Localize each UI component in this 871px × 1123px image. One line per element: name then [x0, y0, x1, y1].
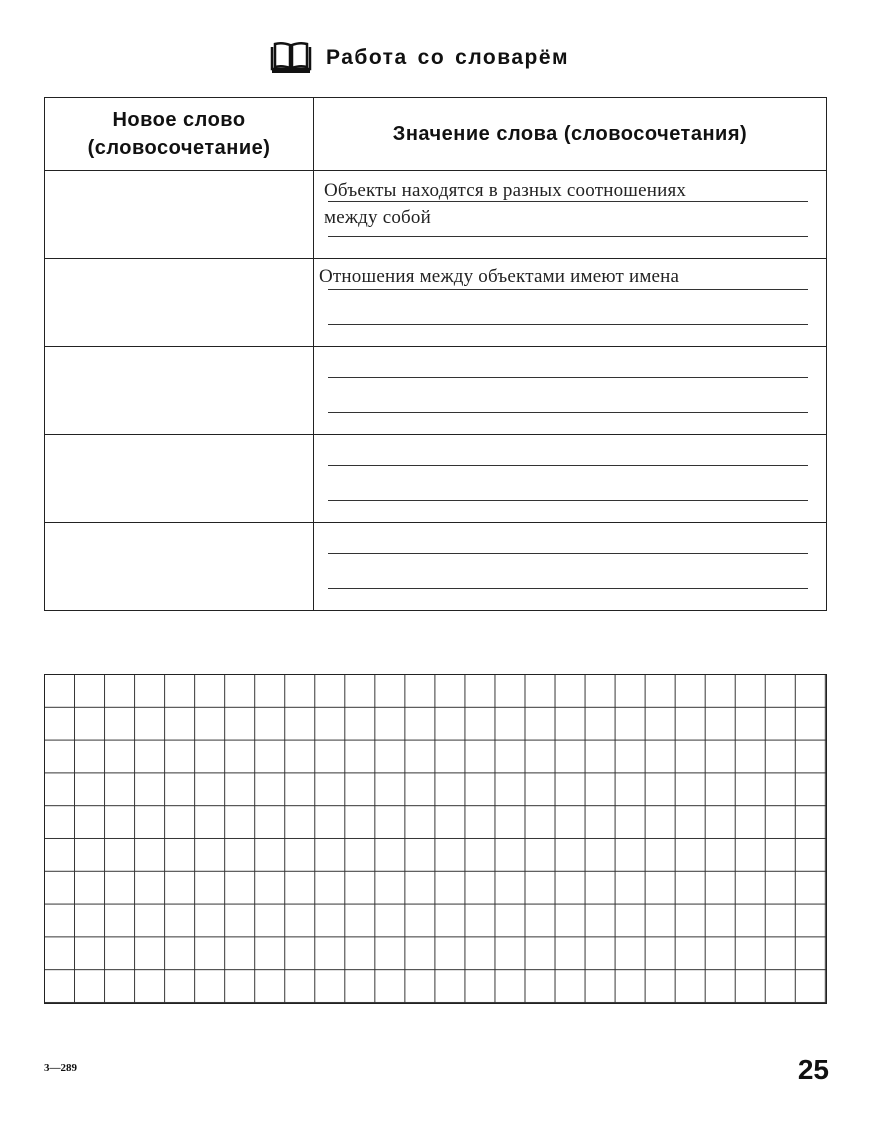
word-cell[interactable]: [45, 259, 314, 347]
writing-line: [328, 553, 808, 554]
header-new-word: [45, 98, 314, 171]
vocabulary-table-header: [45, 98, 827, 171]
meaning-cell[interactable]: [314, 435, 827, 523]
writing-line: [328, 289, 808, 290]
meaning-cell[interactable]: [314, 347, 827, 435]
meaning-cell[interactable]: [314, 523, 827, 611]
word-cell[interactable]: [45, 435, 314, 523]
section-title: [326, 46, 569, 70]
page-number: 25: [797, 1054, 829, 1085]
header-meaning: Значение слова (словосочетания): [314, 98, 827, 171]
writing-line: [328, 324, 808, 325]
section-title-word: Работа: [326, 46, 408, 69]
table-row: [45, 171, 827, 259]
header-new-word-line2: (словосочетание): [87, 137, 271, 159]
writing-line: [328, 465, 808, 466]
section-title-word: словарём: [455, 46, 570, 69]
handwritten-meaning: Объекты находятся в разных соотношениях: [324, 180, 687, 201]
squared-writing-grid[interactable]: [44, 674, 827, 1004]
writing-line: [328, 377, 808, 378]
header-new-word-line1: Новое слово: [112, 109, 246, 131]
section-heading: [270, 38, 569, 78]
meaning-cell[interactable]: [314, 259, 827, 347]
word-cell[interactable]: [45, 523, 314, 611]
writing-line: [328, 500, 808, 501]
table-row: [45, 347, 827, 435]
table-row: [45, 435, 827, 523]
vocabulary-table: [44, 97, 827, 611]
table-row: [45, 523, 827, 611]
writing-line: [328, 588, 808, 589]
print-code: 3—289: [44, 1062, 77, 1074]
handwritten-meaning: между собой: [324, 207, 431, 228]
table-row: [45, 259, 827, 347]
writing-line: [328, 236, 808, 237]
writing-line: [328, 412, 808, 413]
handwritten-meaning: Отношения между объектами имеют имена: [319, 266, 680, 287]
open-book-icon: [270, 41, 312, 75]
section-title-word: со: [417, 46, 446, 69]
word-cell[interactable]: [45, 171, 314, 259]
meaning-cell[interactable]: [314, 171, 827, 259]
word-cell[interactable]: [45, 347, 314, 435]
